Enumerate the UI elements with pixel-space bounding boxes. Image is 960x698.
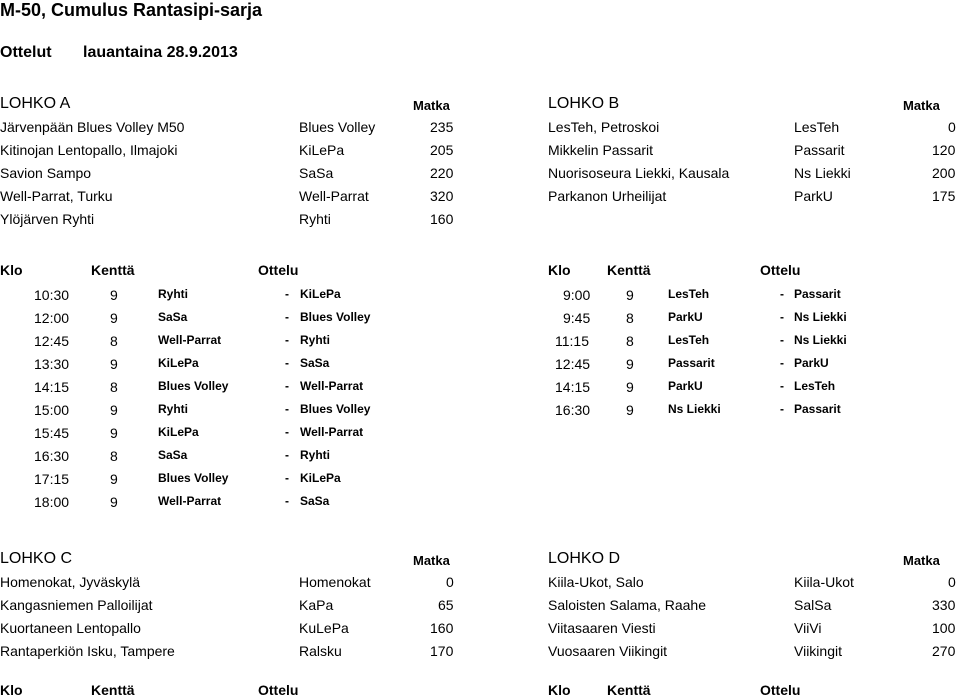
match-field: 9	[110, 402, 118, 418]
match-away-team: SaSa	[300, 356, 330, 370]
match-home-team: Ryhti	[158, 402, 188, 416]
team-distance: 205	[430, 142, 454, 158]
match-home-team: SaSa	[158, 310, 188, 324]
match-home-team: Blues Volley	[158, 379, 229, 393]
match-field: 8	[110, 448, 118, 464]
match-time: 15:00	[34, 402, 70, 418]
match-time: 11:15	[555, 333, 589, 349]
match-field: 9	[110, 471, 118, 487]
schedule-b-header-time: Klo	[548, 262, 571, 278]
team-abbr: ViiVi	[794, 620, 822, 636]
match-time: 16:30	[34, 448, 70, 464]
match-time: 14:15	[34, 379, 70, 395]
match-home-team: KiLePa	[158, 356, 199, 370]
match-home-team: Well-Parrat	[158, 333, 222, 347]
match-separator: -	[285, 402, 289, 416]
match-time: 13:30	[34, 356, 70, 372]
team-abbr: Blues Volley	[299, 119, 376, 135]
schedule-b-header-match: Ottelu	[760, 262, 801, 278]
subtitle-label: Ottelut	[0, 44, 52, 61]
team-name: Kitinojan Lentopallo, Ilmajoki	[0, 142, 178, 158]
team-name: Savion Sampo	[0, 165, 92, 181]
match-away-team: KiLePa	[300, 471, 341, 485]
match-time: 17:15	[34, 471, 70, 487]
match-separator: -	[285, 287, 289, 301]
team-name: Parkanon Urheilijat	[548, 188, 667, 204]
match-field: 8	[626, 333, 634, 349]
group-a-heading: LOHKO A	[0, 95, 71, 112]
match-time: 12:45	[34, 333, 70, 349]
schedule-a-header-match: Ottelu	[258, 262, 299, 278]
team-distance: 65	[438, 597, 454, 613]
team-distance: 235	[430, 119, 454, 135]
match-separator: -	[285, 471, 289, 485]
schedule-a-header-field: Kenttä	[91, 262, 135, 278]
match-home-team: ParkU	[668, 310, 703, 324]
match-separator: -	[285, 379, 289, 393]
match-time: 12:45	[555, 356, 591, 372]
team-name: Kangasniemen Palloilijat	[0, 597, 153, 613]
team-abbr: Ryhti	[299, 211, 331, 227]
match-field: 9	[110, 425, 118, 441]
team-distance: 160	[430, 620, 454, 636]
team-distance: 320	[430, 188, 454, 204]
match-time: 16:30	[555, 402, 591, 418]
team-name: Mikkelin Passarit	[548, 142, 654, 158]
team-abbr: Ns Liekki	[794, 165, 851, 181]
match-home-team: LesTeh	[668, 287, 710, 301]
team-abbr: SalSa	[794, 597, 832, 613]
group-b-matka-header: Matka	[903, 98, 940, 113]
match-home-team: Well-Parrat	[158, 494, 222, 508]
match-home-team: Blues Volley	[158, 471, 229, 485]
team-distance: 170	[430, 643, 454, 659]
group-c-matka-header: Matka	[413, 553, 450, 568]
match-separator: -	[780, 402, 784, 416]
match-separator: -	[780, 356, 784, 370]
match-field: 9	[626, 356, 634, 372]
match-time: 10:30	[34, 287, 70, 303]
team-name: LesTeh, Petroskoi	[548, 119, 660, 135]
team-name: Kuortaneen Lentopallo	[0, 620, 141, 636]
team-abbr: Kiila-Ukot	[794, 574, 854, 590]
team-abbr: Viikingit	[794, 643, 842, 659]
schedule-a-header-time: Klo	[0, 262, 23, 278]
match-field: 9	[110, 494, 118, 510]
team-abbr: Passarit	[794, 142, 845, 158]
match-field: 9	[626, 287, 634, 303]
group-d-heading: LOHKO D	[548, 550, 621, 567]
match-field: 9	[110, 310, 118, 326]
match-separator: -	[285, 333, 289, 347]
match-away-team: Ns Liekki	[794, 310, 847, 324]
match-away-team: Ryhti	[300, 333, 330, 347]
schedule-b-header-field: Kenttä	[607, 262, 651, 278]
team-name: Well-Parrat, Turku	[0, 188, 113, 204]
match-time: 18:00	[34, 494, 70, 510]
match-separator: -	[780, 333, 784, 347]
team-name: Nuorisoseura Liekki, Kausala	[548, 165, 730, 181]
match-away-team: LesTeh	[794, 379, 836, 393]
team-abbr: LesTeh	[794, 119, 840, 135]
team-abbr: KiLePa	[299, 142, 345, 158]
match-separator: -	[285, 356, 289, 370]
match-home-team: Passarit	[668, 356, 715, 370]
match-field: 9	[626, 379, 634, 395]
match-home-team: SaSa	[158, 448, 188, 462]
group-b-heading: LOHKO B	[548, 95, 620, 112]
match-time: 14:15	[555, 379, 591, 395]
match-away-team: KiLePa	[300, 287, 341, 301]
match-home-team: ParkU	[668, 379, 703, 393]
match-separator: -	[285, 448, 289, 462]
match-away-team: ParkU	[794, 356, 829, 370]
team-abbr: KuLePa	[299, 620, 349, 636]
group-c-heading: LOHKO C	[0, 550, 73, 567]
team-distance: 0	[446, 574, 454, 590]
match-away-team: Ryhti	[300, 448, 330, 462]
match-away-team: Well-Parrat	[300, 379, 364, 393]
subtitle-date: lauantaina 28.9.2013	[83, 44, 238, 61]
match-field: 8	[110, 379, 118, 395]
team-distance: 220	[430, 165, 454, 181]
match-home-team: LesTeh	[668, 333, 710, 347]
schedule-d-header-field: Kenttä	[607, 682, 651, 698]
team-name: Järvenpään Blues Volley M50	[0, 119, 185, 135]
match-separator: -	[285, 425, 289, 439]
match-separator: -	[285, 494, 289, 508]
team-abbr: Homenokat	[299, 574, 371, 590]
match-time: 9:00	[563, 287, 591, 303]
match-field: 9	[110, 356, 118, 372]
match-away-team: Blues Volley	[300, 310, 371, 324]
team-distance: 270	[932, 643, 956, 659]
match-home-team: KiLePa	[158, 425, 199, 439]
team-name: Viitasaaren Viesti	[548, 620, 656, 636]
team-name: Saloisten Salama, Raahe	[548, 597, 706, 613]
match-away-team: Passarit	[794, 287, 841, 301]
match-time: 9:45	[563, 310, 591, 326]
match-field: 8	[626, 310, 634, 326]
match-away-team: SaSa	[300, 494, 330, 508]
match-away-team: Blues Volley	[300, 402, 371, 416]
team-distance: 160	[430, 211, 454, 227]
match-separator: -	[780, 379, 784, 393]
team-distance: 175	[932, 188, 956, 204]
match-field: 9	[110, 287, 118, 303]
schedule-c-header-field: Kenttä	[91, 682, 135, 698]
match-time: 12:00	[34, 310, 70, 326]
team-abbr: SaSa	[299, 165, 334, 181]
team-abbr: KaPa	[299, 597, 334, 613]
match-separator: -	[285, 310, 289, 324]
schedule-d-header-match: Ottelu	[760, 682, 801, 698]
match-away-team: Passarit	[794, 402, 841, 416]
group-a-matka-header: Matka	[413, 98, 450, 113]
team-abbr: Ralsku	[299, 643, 342, 659]
team-name: Rantaperkiön Isku, Tampere	[0, 643, 175, 659]
group-d-matka-header: Matka	[903, 553, 940, 568]
page-title: M-50, Cumulus Rantasipi-sarja	[0, 0, 263, 20]
schedule-d-header-time: Klo	[548, 682, 571, 698]
schedule-c-header-match: Ottelu	[258, 682, 299, 698]
match-away-team: Ns Liekki	[794, 333, 847, 347]
match-home-team: Ryhti	[158, 287, 188, 301]
team-name: Ylöjärven Ryhti	[0, 211, 95, 227]
team-abbr: Well-Parrat	[299, 188, 369, 204]
team-abbr: ParkU	[794, 188, 833, 204]
team-distance: 100	[932, 620, 956, 636]
match-away-team: Well-Parrat	[300, 425, 364, 439]
match-separator: -	[780, 287, 784, 301]
schedule-c-header-time: Klo	[0, 682, 23, 698]
team-name: Vuosaaren Viikingit	[548, 643, 668, 659]
match-home-team: Ns Liekki	[668, 402, 721, 416]
team-name: Kiila-Ukot, Salo	[548, 574, 644, 590]
team-distance: 200	[932, 165, 956, 181]
match-time: 15:45	[34, 425, 70, 441]
team-distance: 330	[932, 597, 956, 613]
match-field: 8	[110, 333, 118, 349]
team-name: Homenokat, Jyväskylä	[0, 574, 141, 590]
team-distance: 0	[948, 119, 956, 135]
match-field: 9	[626, 402, 634, 418]
team-distance: 120	[932, 142, 956, 158]
team-distance: 0	[948, 574, 956, 590]
match-separator: -	[780, 310, 784, 324]
